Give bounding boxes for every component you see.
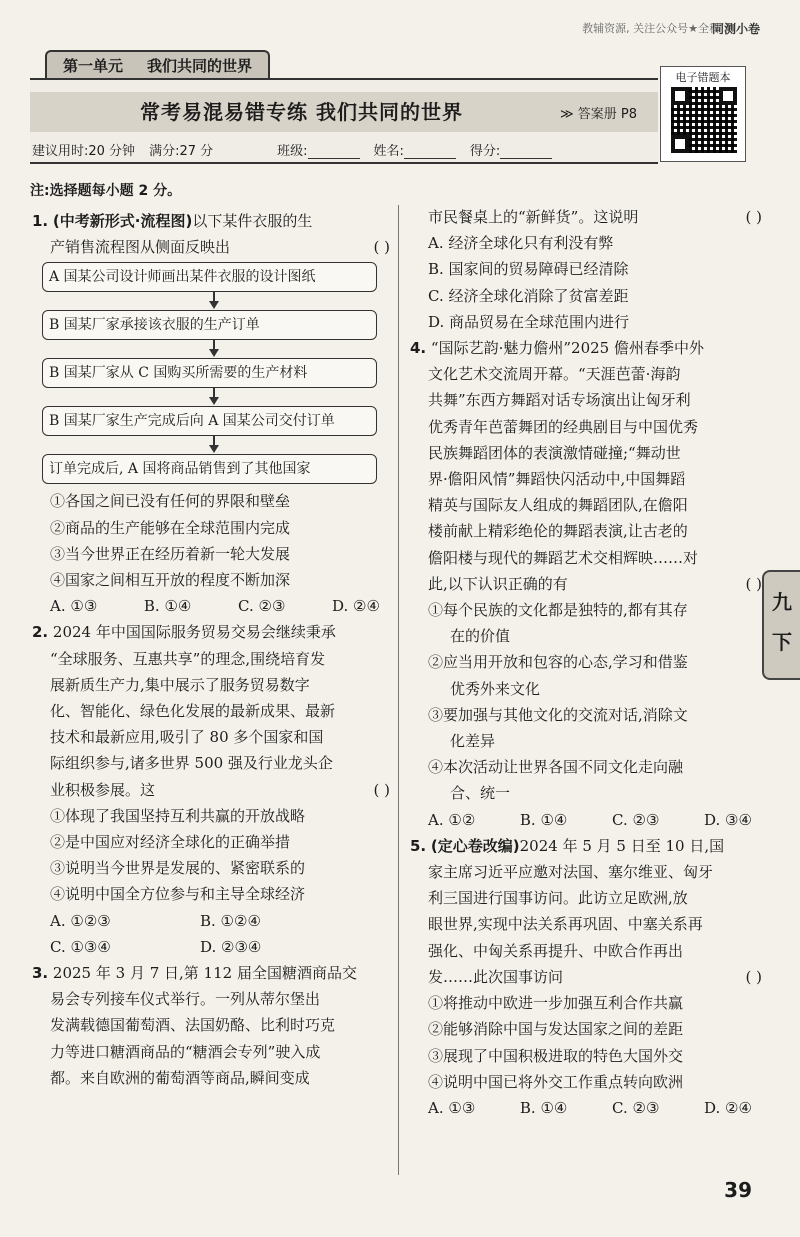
left-column	[32, 200, 390, 1091]
q5-line: 家主席习近平应邀对法国、塞尔维亚、匈牙	[428, 863, 714, 882]
side-tab-char: 下	[772, 630, 792, 654]
option: ①体现了我国坚持互利共赢的开放战略	[50, 806, 306, 825]
q1-stem: 以下某件衣服的生	[192, 212, 313, 230]
q1-number: 1.	[32, 212, 49, 230]
q4-line: 楼前献上精彩绝伦的舞蹈表演,让古老的	[428, 522, 688, 541]
q5-line: 眼世界,实现中法关系再巩固、中塞关系再	[428, 915, 703, 934]
qr-label: 电子错题本	[675, 71, 731, 84]
choice-c[interactable]: C. ②③	[612, 1098, 660, 1117]
q3-line: 2025 年 3 月 7 日,第 112 届全国糖酒商品交	[52, 964, 357, 983]
choice-a[interactable]: A. ①②	[428, 810, 476, 829]
choice-d[interactable]: D. ③④	[704, 810, 752, 829]
q5-answer-blank[interactable]: ( )	[745, 967, 762, 986]
choice-d[interactable]: D. ②④	[704, 1098, 752, 1117]
q5-line: 发……此次国事访问	[428, 967, 564, 986]
q5-line: 强化、中匈关系再提升、中欧合作再出	[428, 941, 684, 960]
q3-cont: 市民餐桌上的“新鲜货”。这说明	[428, 208, 639, 226]
choice-d[interactable]: D. ②③④	[200, 937, 262, 956]
score-label: 得分:	[469, 144, 501, 159]
q4-line: 界·儋阳风情”舞蹈快闪活动中,中国舞蹈	[428, 470, 686, 489]
series-name: 同测小卷	[711, 22, 760, 36]
down-arrow-icon	[210, 340, 220, 358]
q3-number: 3.	[32, 964, 49, 983]
option: ②商品的生产能够在全球范围内完成	[50, 518, 291, 537]
q1-stem-2: 产销售流程图从侧面反映出	[50, 238, 231, 257]
option: ④说明中国全方位参与和主导全球经济	[50, 885, 306, 904]
flow-step: B 国某厂家生产完成后向 A 国某公司交付订单	[42, 406, 377, 436]
q4-choices	[410, 807, 762, 833]
q2-line: 展新质生产力,集中展示了服务贸易数字	[50, 675, 310, 694]
worksheet-header	[30, 78, 658, 164]
side-tab-char: 九	[772, 590, 792, 614]
q2-line: 2024 年中国国际服务贸易交易会继续秉承	[52, 623, 336, 642]
option[interactable]: A. 经济全球化只有利没有弊	[428, 234, 614, 253]
choice-b[interactable]: B. ①②④	[200, 911, 261, 930]
option-cont: 优秀外来文化	[450, 679, 541, 698]
q2-answer-blank[interactable]: ( )	[373, 780, 390, 799]
q4-line: “国际艺韵·魅力儋州”2025 儋州春季中外	[430, 339, 704, 358]
q3-line: 易会专列接车仪式举行。一列从蒂尔堡出	[50, 990, 321, 1009]
option: ④说明中国已将外交工作重点转向欧洲	[428, 1072, 684, 1091]
grade-side-tab	[762, 570, 800, 680]
q2-line: 化、智能化、绿色化发展的最新成果、最新	[50, 702, 336, 721]
down-arrow-icon	[210, 436, 220, 454]
option: ①将推动中欧进一步加强互利合作共赢	[428, 994, 684, 1013]
q2-line: 技术和最新应用,吸引了 80 多个国家和国	[50, 728, 324, 747]
q2-number: 2.	[32, 623, 49, 642]
choice-d[interactable]: D. ②④	[332, 597, 380, 616]
class-label: 班级:	[277, 144, 308, 159]
right-column	[410, 200, 762, 1121]
down-arrow-icon	[210, 292, 220, 310]
option: ③要加强与其他文化的交流对话,消除文	[428, 705, 688, 724]
class-field[interactable]	[308, 140, 360, 159]
meta-row	[32, 140, 652, 159]
option[interactable]: B. 国家间的贸易障碍已经清除	[428, 260, 629, 279]
question-3-continued	[410, 204, 762, 335]
option-cont: 在的价值	[450, 627, 511, 646]
choice-c[interactable]: C. ②③	[238, 597, 286, 616]
q4-line: 精英与国际友人组成的舞蹈团队,在儋阳	[428, 496, 688, 515]
unit-title: 我们共同的世界	[147, 56, 253, 75]
option: ③说明当今世界是发展的、紧密联系的	[50, 859, 306, 878]
flow-step: A 国某公司设计师画出某件衣服的设计图纸	[42, 262, 377, 292]
choice-c[interactable]: C. ①③④	[50, 937, 111, 956]
question-3	[32, 960, 390, 1091]
unit-label: 第一单元	[63, 56, 124, 75]
option: ④本次活动让世界各国不同文化走向融	[428, 758, 684, 777]
scoring-note: 注:选择题每小题 2 分。	[30, 183, 182, 199]
page-title: 常考易混易错专练 我们共同的世界	[140, 100, 463, 124]
suggested-time: 建议用时:20 分钟	[32, 144, 136, 159]
qr-code-icon	[671, 87, 737, 153]
q5-tag: (定心卷改编)	[430, 836, 520, 855]
q4-line: 文化艺术交流周开幕。“天涯芭蕾·海韵	[428, 365, 681, 384]
question-5	[410, 833, 762, 1121]
column-divider	[398, 205, 399, 1175]
q5-line: 2024 年 5 月 5 日至 10 日,国	[519, 836, 725, 855]
option: ②能够消除中国与发达国家之间的差距	[428, 1020, 684, 1039]
q3-line: 发满载德国葡萄酒、法国奶酪、比利时巧克	[50, 1016, 336, 1035]
q2-line: “全球服务、互惠共享”的理念,围绕培育发	[50, 649, 326, 668]
q4-line: 民族舞蹈团体的表演激情碰撞;“舞动世	[428, 443, 681, 462]
choice-b[interactable]: B. ①④	[519, 1098, 568, 1117]
name-label: 姓名:	[373, 144, 404, 159]
q5-number: 5.	[410, 836, 427, 855]
option-cont: 合、统一	[450, 784, 511, 803]
q3-line: 力等进口糖酒商品的“糖酒会专列”驶入成	[50, 1042, 321, 1061]
choice-a[interactable]: A. ①③	[50, 597, 98, 616]
flow-step: B 国某厂家从 C 国购买所需要的生产材料	[42, 358, 377, 388]
down-arrow-icon	[210, 388, 220, 406]
q4-line: 此,以下认识正确的有	[428, 574, 568, 593]
choice-a[interactable]: A. ①③	[428, 1098, 476, 1117]
q3-line: 都。来自欧洲的葡萄酒等商品,瞬间变成	[50, 1068, 310, 1087]
top-note: 教辅资源, 关注公众号★全科	[582, 22, 720, 35]
qr-code-box[interactable]	[660, 66, 746, 162]
total-score: 满分:27 分	[149, 144, 214, 159]
q4-line: 儋阳楼与现代的舞蹈艺术交相辉映……对	[428, 548, 699, 567]
q1-choices	[32, 593, 390, 619]
unit-tab	[45, 50, 270, 78]
q4-line: 优秀青年芭蕾舞团的经典剧目与中国优秀	[428, 417, 699, 436]
answer-reference: ≫ 答案册 P8	[560, 107, 637, 122]
option: ②应当用开放和包容的心态,学习和借鉴	[428, 653, 688, 672]
q1-flowchart	[32, 262, 390, 484]
q4-line: 共舞”东西方舞蹈对话专场演出让匈牙利	[428, 391, 691, 410]
choice-c[interactable]: C. ②③	[612, 810, 660, 829]
flow-step: 订单完成后, A 国将商品销售到了其他国家	[42, 454, 377, 484]
q2-line: 业积极参展。这	[50, 780, 156, 799]
choice-b[interactable]: B. ①④	[519, 810, 568, 829]
q2-line: 际组织参与,诸多世界 500 强及行业龙头企	[50, 754, 333, 773]
q1-answer-blank[interactable]: ( )	[373, 238, 390, 257]
score-field[interactable]	[500, 140, 552, 159]
option: ③展现了中国积极进取的特色大国外交	[428, 1046, 684, 1065]
option: ④国家之间相互开放的程度不断加深	[50, 571, 291, 590]
option: ③当今世界正在经历着新一轮大发展	[50, 544, 291, 563]
option[interactable]: D. 商品贸易在全球范围内进行	[428, 312, 630, 331]
q4-number: 4.	[410, 339, 427, 358]
q2-choices	[32, 908, 390, 960]
question-1	[32, 208, 390, 619]
page-number: 39	[724, 1178, 752, 1202]
choice-a[interactable]: A. ①②③	[50, 911, 111, 930]
option-cont: 化差异	[450, 732, 496, 751]
question-2	[32, 619, 390, 960]
name-field[interactable]	[404, 140, 456, 159]
q3-answer-blank[interactable]: ( )	[745, 208, 762, 226]
option[interactable]: C. 经济全球化消除了贫富差距	[428, 286, 629, 305]
q4-answer-blank[interactable]: ( )	[745, 574, 762, 593]
q5-choices	[410, 1095, 762, 1121]
choice-b[interactable]: B. ①④	[143, 597, 192, 616]
question-4	[410, 335, 762, 833]
flow-step: B 国某厂家承接该衣服的生产订单	[42, 310, 377, 340]
option: ①各国之间已没有任何的界限和壁垒	[50, 492, 291, 511]
option: ①每个民族的文化都是独特的,都有其存	[428, 601, 688, 620]
option: ②是中国应对经济全球化的正确举措	[50, 833, 291, 852]
q1-tag: (中考新形式·流程图)	[52, 212, 193, 230]
q5-line: 利三国进行国事访问。此访立足欧洲,放	[428, 889, 688, 908]
